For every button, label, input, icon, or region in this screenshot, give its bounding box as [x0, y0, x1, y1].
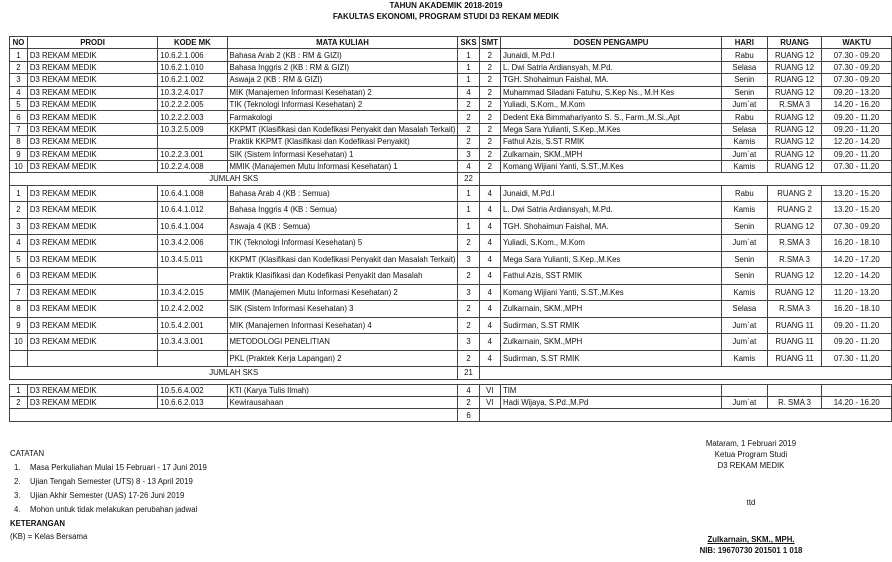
cell-dosen: Yuliadi, S.Kom., M.Kom [501, 235, 722, 252]
cell-mata-kuliah: Bahasa Inggris 4 (KB : Semua) [227, 202, 458, 219]
table-row [10, 74, 892, 86]
cell-ruang: RUANG 12 [767, 111, 822, 123]
cell-mata-kuliah: Bahasa Arab 2 (KB : RM & GIZI) [227, 49, 458, 61]
cell-no: 2 [10, 396, 28, 408]
cell-mata-kuliah: SIK (Sistem Informasi Kesehatan) 3 [227, 301, 458, 318]
cell-waktu: 09.20 - 11.20 [822, 148, 892, 160]
cell-waktu: 13.20 - 15.20 [822, 202, 892, 219]
cell-waktu: 07.30 - 11.20 [822, 350, 892, 367]
cell-dosen: Mega Sara Yulianti, S.Kep.,M.Kes [501, 123, 722, 135]
cell-prodi: D3 REKAM MEDIK [27, 74, 157, 86]
col-header-hari: HARI [721, 37, 767, 49]
table-row [10, 334, 892, 351]
total-row [10, 409, 892, 421]
cell-mata-kuliah: MMIK (Manajemen Mutu Informasi Kesehatan) 1 [227, 160, 458, 172]
total-label: JUMLAH SKS [10, 367, 458, 379]
cell-sks: 1 [458, 218, 479, 235]
faculty-program-title: FAKULTAS EKONOMI, PROGRAM STUDI D3 REKAM MEDIK [332, 12, 560, 21]
cell-mata-kuliah: Praktik KKPMT (Klasifikasi dan Kodefikasi Penyakit) [227, 136, 458, 148]
cell-ruang: RUANG 12 [767, 148, 822, 160]
table-row [10, 86, 892, 98]
cell-hari: Selasa [721, 61, 767, 73]
cell-hari: Senin [721, 251, 767, 268]
cell-kode-mk: 10.6.2.1.006 [158, 49, 227, 61]
cell-dosen: L. Dwi Satria Ardiansyah, M.Pd. [501, 202, 722, 219]
total-label [10, 409, 458, 421]
cell-prodi: D3 REKAM MEDIK [27, 160, 157, 172]
cell-sks: 2 [458, 396, 479, 408]
cell-hari: Jum`at [721, 148, 767, 160]
cell-mata-kuliah: MMIK (Manajemen Mutu Informasi Kesehatan) 2 [227, 284, 458, 301]
cell-prodi: D3 REKAM MEDIK [27, 98, 157, 110]
cell-sks: 1 [458, 185, 479, 202]
cell-ruang: RUANG 12 [767, 218, 822, 235]
table-row [10, 111, 892, 123]
cell-hari: Jum`at [721, 98, 767, 110]
cell-dosen: TGH. Shohaimun Faishal, MA. [501, 218, 722, 235]
cell-kode-mk: 10.6.6.2.013 [158, 396, 227, 408]
cell-prodi: D3 REKAM MEDIK [27, 396, 157, 408]
cell-no: 4 [10, 235, 28, 252]
table-row [10, 284, 892, 301]
cell-kode-mk: 10.6.2.1.002 [158, 74, 227, 86]
cell-kode-mk: 10.3.4.2.015 [158, 284, 227, 301]
cell-no: 2 [10, 202, 28, 219]
cell-smt: 2 [479, 49, 500, 61]
cell-dosen: TIM [501, 384, 722, 396]
cell-waktu: 07.30 - 09.20 [822, 61, 892, 73]
cell-waktu [822, 384, 892, 396]
cell-hari: Selasa [721, 123, 767, 135]
table-row [10, 396, 892, 408]
cell-sks: 4 [458, 160, 479, 172]
table-body [10, 49, 892, 421]
cell-hari: Jum`at [721, 235, 767, 252]
cell-no: 3 [10, 74, 28, 86]
cell-waktu: 07.30 - 09.20 [822, 49, 892, 61]
cell-waktu: 11.20 - 13.20 [822, 284, 892, 301]
cell-sks: 2 [458, 123, 479, 135]
note-item: 3. Ujian Akhir Semester (UAS) 17-26 Juni 2019 [14, 491, 185, 500]
cell-kode-mk: 10.2.2.2.003 [158, 111, 227, 123]
cell-dosen: Fathul Azis, S.ST RMIK [501, 136, 722, 148]
cell-waktu: 07.30 - 11.20 [822, 160, 892, 172]
table-row [10, 136, 892, 148]
cell-kode-mk: 10.6.4.1.012 [158, 202, 227, 219]
cell-waktu: 12.20 - 14.20 [822, 136, 892, 148]
cell-kode-mk: 10.3.2.5.009 [158, 123, 227, 135]
cell-dosen: L. Dwi Satria Ardiansyah, M.Pd. [501, 61, 722, 73]
cell-mata-kuliah: Kewirausahaan [227, 396, 458, 408]
cell-smt: 2 [479, 136, 500, 148]
table-row [10, 317, 892, 334]
cell-kode-mk: 10.6.4.1.008 [158, 185, 227, 202]
signature-nib: NIB: 19670730 201501 1 018 [699, 546, 803, 555]
cell-ruang: RUANG 2 [767, 202, 822, 219]
cell-kode-mk [158, 136, 227, 148]
cell-kode-mk: 10.6.4.1.004 [158, 218, 227, 235]
signature-place-date: Mataram, 1 Februari 2019 [705, 439, 797, 448]
table-row [10, 185, 892, 202]
col-header-prodi: PRODI [27, 37, 157, 49]
cell-hari: Rabu [721, 185, 767, 202]
cell-kode-mk [158, 268, 227, 285]
cell-smt: 2 [479, 86, 500, 98]
cell-smt: 4 [479, 334, 500, 351]
cell-sks: 2 [458, 111, 479, 123]
col-header-no: NO [10, 37, 28, 49]
cell-dosen: Zulkarnain, SKM.,MPH [501, 301, 722, 318]
table-header-row [10, 37, 892, 49]
cell-dosen: Junaidi, M.Pd.I [501, 49, 722, 61]
cell-mata-kuliah: MIK (Manajemen Informasi Kesehatan) 4 [227, 317, 458, 334]
cell-prodi: D3 REKAM MEDIK [27, 384, 157, 396]
note-item: 2. Ujian Tengah Semester (UTS) 8 - 13 April 2019 [14, 477, 193, 486]
cell-prodi: D3 REKAM MEDIK [27, 123, 157, 135]
cell-waktu: 13.20 - 15.20 [822, 185, 892, 202]
cell-sks: 3 [458, 334, 479, 351]
cell-smt: 4 [479, 317, 500, 334]
cell-ruang: RUANG 11 [767, 334, 822, 351]
table-row [10, 301, 892, 318]
schedule-table [9, 36, 892, 422]
signature-name: Zulkarnain, SKM., MPH. [707, 535, 795, 544]
cell-waktu: 09.20 - 11.20 [822, 111, 892, 123]
signature-role: Ketua Program Studi [714, 450, 788, 459]
cell-ruang: RUANG 12 [767, 123, 822, 135]
cell-hari: Jum`at [721, 396, 767, 408]
cell-prodi: D3 REKAM MEDIK [27, 218, 157, 235]
cell-hari: Kamis [721, 202, 767, 219]
cell-smt: 2 [479, 61, 500, 73]
cell-no: 1 [10, 384, 28, 396]
cell-kode-mk: 10.3.4.5.011 [158, 251, 227, 268]
cell-sks: 2 [458, 98, 479, 110]
cell-smt: 2 [479, 123, 500, 135]
cell-ruang: RUANG 12 [767, 136, 822, 148]
cell-hari: Jum`at [721, 334, 767, 351]
table-row [10, 268, 892, 285]
col-header-waktu: WAKTU [822, 37, 892, 49]
cell-smt: 4 [479, 268, 500, 285]
cell-no: 7 [10, 284, 28, 301]
total-label: JUMLAH SKS [10, 173, 458, 185]
cell-ruang: RUANG 12 [767, 61, 822, 73]
cell-hari: Senin [721, 268, 767, 285]
total-value: 22 [458, 173, 479, 185]
cell-waktu: 07.30 - 09.20 [822, 218, 892, 235]
cell-prodi: D3 REKAM MEDIK [27, 251, 157, 268]
cell-ruang: RUANG 12 [767, 49, 822, 61]
table-row [10, 350, 892, 367]
cell-hari: Kamis [721, 284, 767, 301]
cell-ruang: RUANG 12 [767, 284, 822, 301]
cell-smt: 4 [479, 284, 500, 301]
cell-hari: Senin [721, 218, 767, 235]
cell-mata-kuliah: Aswaja 2 (KB : RM & GIZI) [227, 74, 458, 86]
cell-no [10, 350, 28, 367]
cell-kode-mk: 10.3.4.2.006 [158, 235, 227, 252]
notes-list [10, 461, 207, 517]
cell-smt: 2 [479, 148, 500, 160]
col-header-sks: SKS [458, 37, 479, 49]
cell-mata-kuliah: SIK (Sistem Informasi Kesehatan) 1 [227, 148, 458, 160]
cell-ruang: R. SMA 3 [767, 396, 822, 408]
cell-no: 2 [10, 61, 28, 73]
cell-hari: Kamis [721, 136, 767, 148]
cell-no: 8 [10, 301, 28, 318]
cell-dosen: Dedent Eka Bimmahariyanto S. S., Farm.,M.Si.,Apt [501, 111, 722, 123]
cell-ruang: RUANG 11 [767, 350, 822, 367]
notes-title: CATATAN [10, 449, 45, 458]
cell-hari: Kamis [721, 160, 767, 172]
cell-prodi: D3 REKAM MEDIK [27, 111, 157, 123]
cell-no: 7 [10, 123, 28, 135]
cell-prodi: D3 REKAM MEDIK [27, 317, 157, 334]
cell-no: 5 [10, 251, 28, 268]
cell-ruang [767, 384, 822, 396]
cell-no: 3 [10, 218, 28, 235]
cell-waktu: 09.20 - 11.20 [822, 317, 892, 334]
table-row [10, 202, 892, 219]
cell-ruang: RUANG 12 [767, 74, 822, 86]
cell-prodi: D3 REKAM MEDIK [27, 235, 157, 252]
cell-waktu: 07.30 - 09.20 [822, 74, 892, 86]
cell-kode-mk: 10.5.6.4.002 [158, 384, 227, 396]
cell-dosen: Zulkarnain, SKM.,MPH [501, 148, 722, 160]
cell-hari: Selasa [721, 301, 767, 318]
cell-smt: VI [479, 384, 500, 396]
cell-smt: VI [479, 396, 500, 408]
cell-ruang: RUANG 12 [767, 86, 822, 98]
notes-section [10, 447, 207, 543]
table-row [10, 61, 892, 73]
cell-no: 10 [10, 160, 28, 172]
cell-mata-kuliah: KTI (Karya Tulis Ilmah) [227, 384, 458, 396]
cell-smt: 4 [479, 202, 500, 219]
cell-smt: 4 [479, 251, 500, 268]
cell-kode-mk: 10.6.2.1.010 [158, 61, 227, 73]
table-row [10, 251, 892, 268]
cell-sks: 1 [458, 61, 479, 73]
cell-prodi: D3 REKAM MEDIK [27, 86, 157, 98]
cell-mata-kuliah: Praktik Klasifikasi dan Kodefikasi Penyakit dan Masalah [227, 268, 458, 285]
cell-ruang: R.SMA 3 [767, 235, 822, 252]
cell-sks: 2 [458, 301, 479, 318]
cell-hari: Rabu [721, 49, 767, 61]
cell-dosen: TGH. Shohaimun Faishal, MA. [501, 74, 722, 86]
cell-mata-kuliah: PKL (Praktek Kerja Lapangan) 2 [227, 350, 458, 367]
cell-prodi: D3 REKAM MEDIK [27, 49, 157, 61]
cell-dosen: Sudirman, S.ST RMIK [501, 317, 722, 334]
total-value: 21 [458, 367, 479, 379]
cell-prodi: D3 REKAM MEDIK [27, 61, 157, 73]
cell-smt: 2 [479, 74, 500, 86]
cell-sks: 1 [458, 202, 479, 219]
cell-waktu: 14.20 - 17.20 [822, 251, 892, 268]
cell-hari: Jum`at [721, 317, 767, 334]
cell-mata-kuliah: KKPMT (Klasifikasi dan Kodefikasi Penyakit dan Masalah Terkait) [227, 251, 458, 268]
table-row [10, 218, 892, 235]
signature-unit: D3 REKAM MEDIK [717, 461, 785, 470]
cell-dosen: Yuliadi, S.Kom., M.Kom [501, 98, 722, 110]
cell-mata-kuliah: TIK (Teknologi Informasi Kesehatan) 5 [227, 235, 458, 252]
table-row [10, 49, 892, 61]
cell-ruang: R.SMA 3 [767, 301, 822, 318]
cell-dosen: Hadi Wijaya, S.Pd.,M.Pd [501, 396, 722, 408]
cell-mata-kuliah: MIK (Manajemen Informasi Kesehatan) 2 [227, 86, 458, 98]
academic-year-title: TAHUN AKADEMIK 2018-2019 [389, 1, 503, 10]
cell-smt: 2 [479, 160, 500, 172]
cell-dosen: Mega Sara Yulianti, S.Kep.,M.Kes [501, 251, 722, 268]
cell-ruang: RUANG 12 [767, 268, 822, 285]
cell-mata-kuliah: TIK (Teknologi Informasi Kesehatan) 2 [227, 98, 458, 110]
cell-waktu: 14.20 - 16.20 [822, 98, 892, 110]
total-value: 6 [458, 409, 479, 421]
cell-mata-kuliah: Aswaja 4 (KB : Semua) [227, 218, 458, 235]
cell-waktu: 16.20 - 18.10 [822, 235, 892, 252]
cell-smt: 2 [479, 98, 500, 110]
cell-kode-mk: 10.3.2.4.017 [158, 86, 227, 98]
note-item: 4. Mohon untuk tidak melakukan perubahan jadwal [14, 505, 198, 514]
cell-waktu: 09.20 - 13.20 [822, 86, 892, 98]
cell-mata-kuliah: KKPMT (Klasifikasi dan Kodefikasi Penyakit dan Masalah Terkait) [227, 123, 458, 135]
cell-smt: 4 [479, 350, 500, 367]
cell-waktu: 12.20 - 14.20 [822, 268, 892, 285]
cell-hari: Rabu [721, 111, 767, 123]
cell-dosen: Sudirman, S.ST RMIK [501, 350, 722, 367]
cell-prodi: D3 REKAM MEDIK [27, 268, 157, 285]
cell-smt: 4 [479, 235, 500, 252]
cell-kode-mk: 10.2.2.4.008 [158, 160, 227, 172]
cell-no: 4 [10, 86, 28, 98]
cell-hari [721, 384, 767, 396]
signature-ttd: ttd [746, 498, 756, 507]
cell-no: 5 [10, 98, 28, 110]
cell-smt: 4 [479, 218, 500, 235]
col-header-dosen: DOSEN PENGAMPU [501, 37, 722, 49]
cell-prodi: D3 REKAM MEDIK [27, 202, 157, 219]
cell-sks: 2 [458, 235, 479, 252]
cell-no: 9 [10, 148, 28, 160]
keterangan-text: (KB) = Kelas Bersama [10, 532, 88, 541]
cell-hari: Senin [721, 74, 767, 86]
cell-ruang: RUANG 2 [767, 185, 822, 202]
cell-mata-kuliah: Farmakologi [227, 111, 458, 123]
cell-kode-mk: 10.2.2.3.001 [158, 148, 227, 160]
cell-prodi: D3 REKAM MEDIK [27, 334, 157, 351]
cell-kode-mk: 10.2.4.2.002 [158, 301, 227, 318]
cell-prodi [27, 350, 157, 367]
cell-sks: 2 [458, 268, 479, 285]
keterangan-title: KETERANGAN [10, 519, 66, 528]
cell-sks: 2 [458, 350, 479, 367]
table-row [10, 160, 892, 172]
cell-waktu: 09.20 - 11.20 [822, 123, 892, 135]
cell-dosen: Fathul Azis, SST RMIK [501, 268, 722, 285]
col-header-smt: SMT [479, 37, 500, 49]
cell-prodi: D3 REKAM MEDIK [27, 185, 157, 202]
table-row [10, 98, 892, 110]
cell-kode-mk: 10.5.4.2.001 [158, 317, 227, 334]
table-row [10, 148, 892, 160]
total-row [10, 173, 892, 185]
col-header-mata-kuliah: MATA KULIAH [227, 37, 458, 49]
cell-ruang: RUANG 11 [767, 317, 822, 334]
cell-waktu: 16.20 - 18.10 [822, 301, 892, 318]
cell-sks: 4 [458, 86, 479, 98]
cell-waktu: 14.20 - 16.20 [822, 396, 892, 408]
cell-dosen: Komang Wijiani Yanti, S.ST.,M.Kes [501, 284, 722, 301]
cell-no: 9 [10, 317, 28, 334]
cell-prodi: D3 REKAM MEDIK [27, 301, 157, 318]
cell-no: 1 [10, 185, 28, 202]
cell-sks: 1 [458, 49, 479, 61]
cell-dosen: Zulkarnain, SKM.,MPH [501, 334, 722, 351]
cell-sks: 3 [458, 148, 479, 160]
cell-sks: 2 [458, 317, 479, 334]
signature-block [666, 438, 836, 556]
total-row [10, 367, 892, 379]
cell-no: 1 [10, 49, 28, 61]
cell-no: 6 [10, 268, 28, 285]
cell-dosen: Muhammad Siladani Fatuhu, S.Kep Ns., M.H Kes [501, 86, 722, 98]
cell-no: 6 [10, 111, 28, 123]
table-row [10, 384, 892, 396]
cell-hari: Kamis [721, 350, 767, 367]
cell-no: 8 [10, 136, 28, 148]
cell-smt: 4 [479, 301, 500, 318]
cell-mata-kuliah: METODOLOGI PENELITIAN [227, 334, 458, 351]
col-header-kode-mk: KODE MK [158, 37, 227, 49]
cell-sks: 4 [458, 384, 479, 396]
cell-ruang: RUANG 12 [767, 160, 822, 172]
cell-dosen: Junaidi, M.Pd.I [501, 185, 722, 202]
cell-ruang: R.SMA 3 [767, 98, 822, 110]
cell-waktu: 09.20 - 11.20 [822, 334, 892, 351]
note-item: 1. Masa Perkuliahan Mulai 15 Februari - 17 Juni 2019 [14, 463, 207, 472]
cell-sks: 3 [458, 284, 479, 301]
cell-dosen: Komang Wijiani Yanti, S.ST.,M.Kes [501, 160, 722, 172]
cell-smt: 2 [479, 111, 500, 123]
cell-prodi: D3 REKAM MEDIK [27, 148, 157, 160]
cell-sks: 3 [458, 251, 479, 268]
cell-mata-kuliah: Bahasa Arab 4 (KB : Semua) [227, 185, 458, 202]
cell-prodi: D3 REKAM MEDIK [27, 136, 157, 148]
cell-ruang: R.SMA 3 [767, 251, 822, 268]
col-header-ruang: RUANG [767, 37, 822, 49]
cell-kode-mk: 10.3.4.3.001 [158, 334, 227, 351]
table-row [10, 123, 892, 135]
cell-sks: 2 [458, 136, 479, 148]
table-row [10, 235, 892, 252]
cell-mata-kuliah: Bahasa Inggris 2 (KB : RM & GIZI) [227, 61, 458, 73]
cell-hari: Senin [721, 86, 767, 98]
cell-prodi: D3 REKAM MEDIK [27, 284, 157, 301]
cell-kode-mk [158, 350, 227, 367]
cell-no: 10 [10, 334, 28, 351]
cell-kode-mk: 10.2.2.2.005 [158, 98, 227, 110]
cell-smt: 4 [479, 185, 500, 202]
cell-sks: 1 [458, 74, 479, 86]
